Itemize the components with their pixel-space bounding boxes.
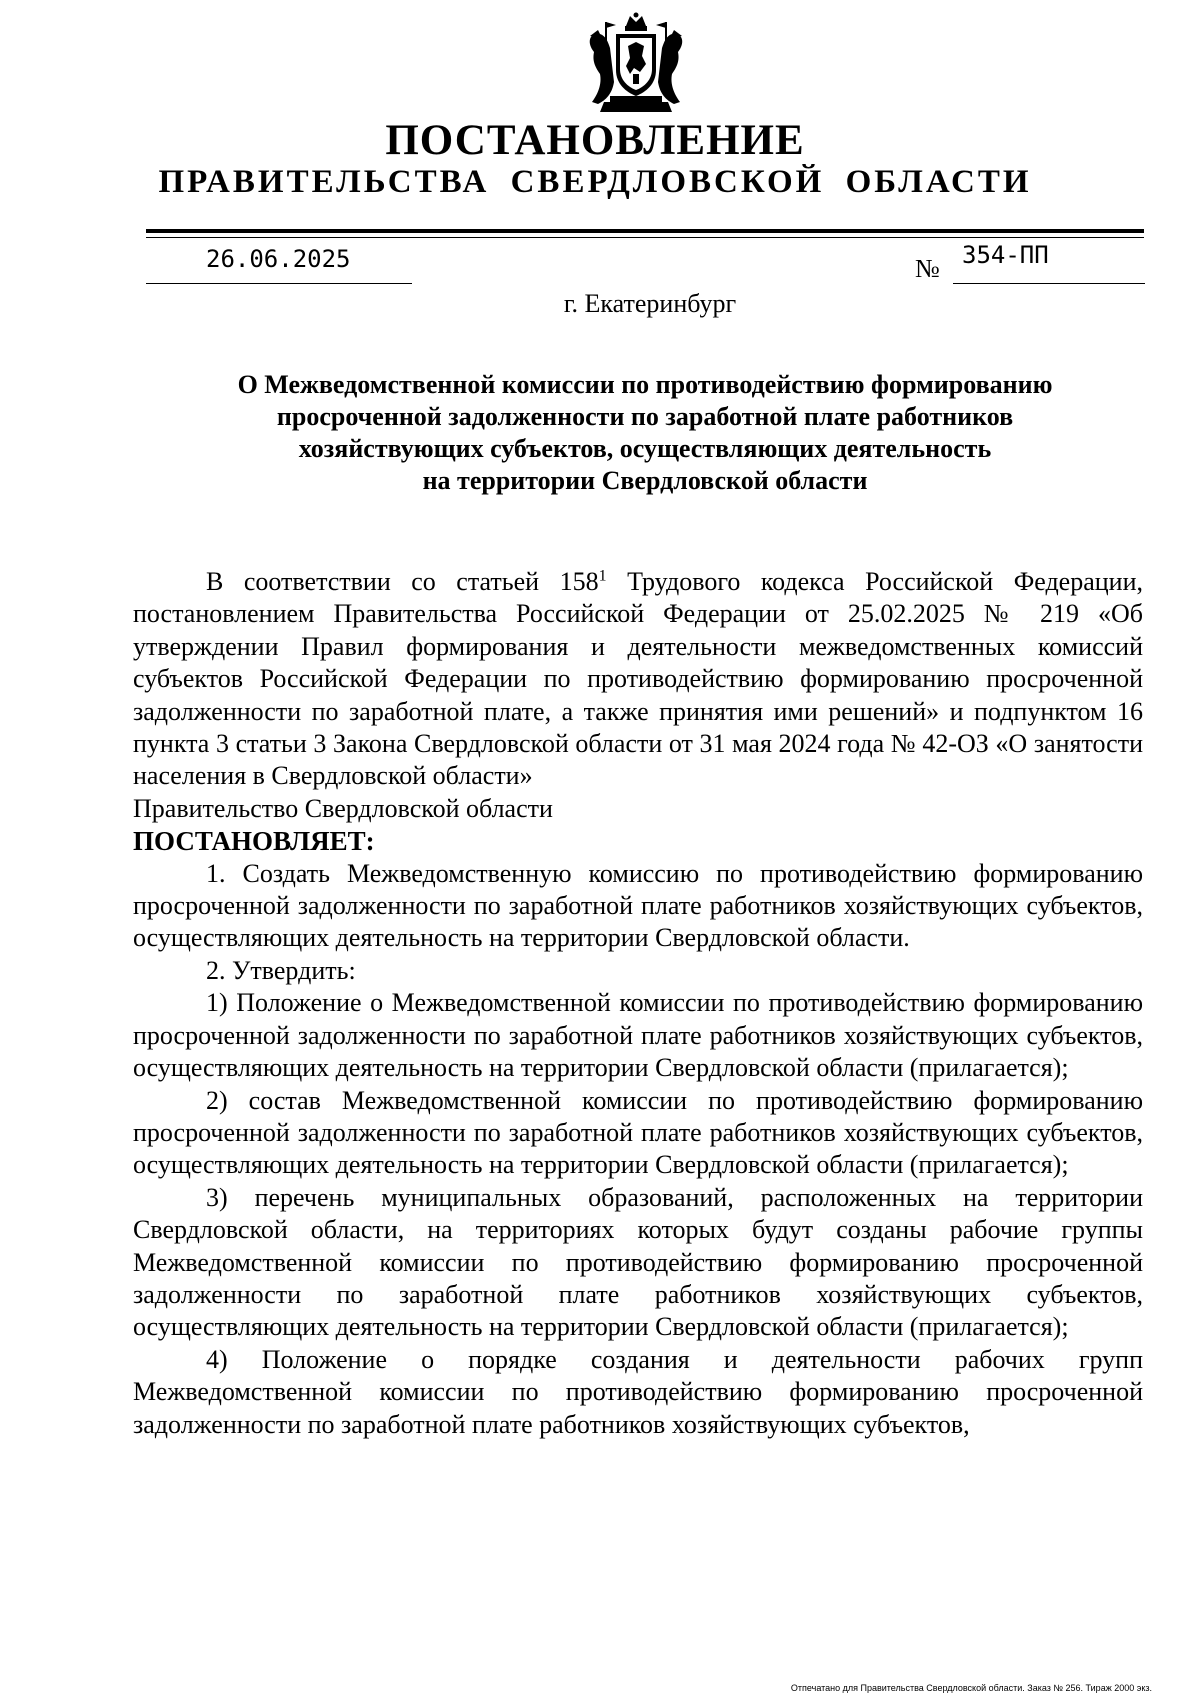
item-paragraph: 2. Утвердить: xyxy=(206,955,356,985)
document-body xyxy=(133,566,1143,1441)
item-paragraph: 2) состав Межведомственной комиссии по противодействию формированию просроченной задолженности по заработной плате работников хозяйствующих субъектов, осуществляющих деятельность на территории Свердловской области (прилагается); xyxy=(133,1085,1143,1180)
number-underline xyxy=(953,283,1145,284)
coat-of-arms-icon xyxy=(576,12,696,116)
article-superscript: 1 xyxy=(598,567,607,585)
item-paragraph: 3) перечень муниципальных образований, расположенных на территории Свердловской области, на территориях которых будут созданы рабочие группы Межведомственной комиссии по противодействию формированию просроченной задолженности по заработной плате работников хозяйствующих субъектов, осуществляющих деятельность на территории Свердловской области (прилагается); xyxy=(133,1182,1143,1342)
preamble-last-line: Правительство Свердловской области xyxy=(133,793,553,823)
resolves-heading: ПОСТАНОВЛЯЕТ: xyxy=(133,826,375,857)
header-rule-thick xyxy=(146,229,1144,233)
item-paragraph: 1) Положение о Межведомственной комиссии по противодействию формированию просроченной задолженности по заработной плате работников хозяйствующих субъектов, осуществляющих деятельность на территории Свердловской области (прилагается); xyxy=(133,988,1143,1083)
header-rule-thin xyxy=(146,237,1144,238)
title-line: хозяйствующих субъектов, осуществляющих деятельность xyxy=(298,434,992,463)
title-line: просроченной задолженности по заработной плате работников xyxy=(276,402,1014,431)
print-info-footer: Отпечатано для Правительства Свердловской области. Заказ № 256. Тираж 2000 экз. xyxy=(790,1683,1152,1693)
title-line: на территории Свердловской области xyxy=(422,466,868,495)
number-sign: № xyxy=(915,254,940,283)
item-paragraph: 1. Создать Межведомственную комиссию по противодействию формированию просроченной задолженности по заработной плате работников хозяйствующих субъектов, осуществляющих деятельность на территории Свердловской области. xyxy=(133,858,1143,953)
preamble-start: В соответствии со статьей 158 xyxy=(206,567,599,596)
document-type-heading: ПОСТАНОВЛЕНИЕ xyxy=(385,117,805,164)
title-line: О Межведомственной комиссии по противодействию формированию xyxy=(237,370,1053,399)
document-date: 26.06.2025 xyxy=(206,245,351,273)
preamble-rest: Трудового кодекса Российской Федерации, постановлением Правительства Российской Федерации от 25.02.2025 № 219 «Об утверждении Правил формирования и деятельности межведомственных комиссий субъектов Российской Федерации по противодействию формированию просроченной задолженности по заработной плате, а также принятия ими решений» и подпунктом 16 пункта 3 статьи 3 Закона Свердловской области от 31 мая 2024 года № 42-ОЗ «О занятости населения в Свердловской области» xyxy=(133,567,1143,791)
place-of-issue: г. Екатеринбург xyxy=(563,289,737,318)
issuing-authority-heading: ПРАВИТЕЛЬСТВА СВЕРДЛОВСКОЙ ОБЛАСТИ xyxy=(158,164,1032,200)
date-underline xyxy=(146,283,412,284)
preamble-paragraph xyxy=(133,566,1143,793)
item-paragraph: 4) Положение о порядке создания и деятельности рабочих групп Межведомственной комиссии по противодействию формированию просроченной задолженности по заработной плате работников хозяйствующих субъектов, xyxy=(133,1344,1143,1439)
document-number: 354-ПП xyxy=(962,241,1049,269)
document-title xyxy=(150,369,1140,497)
